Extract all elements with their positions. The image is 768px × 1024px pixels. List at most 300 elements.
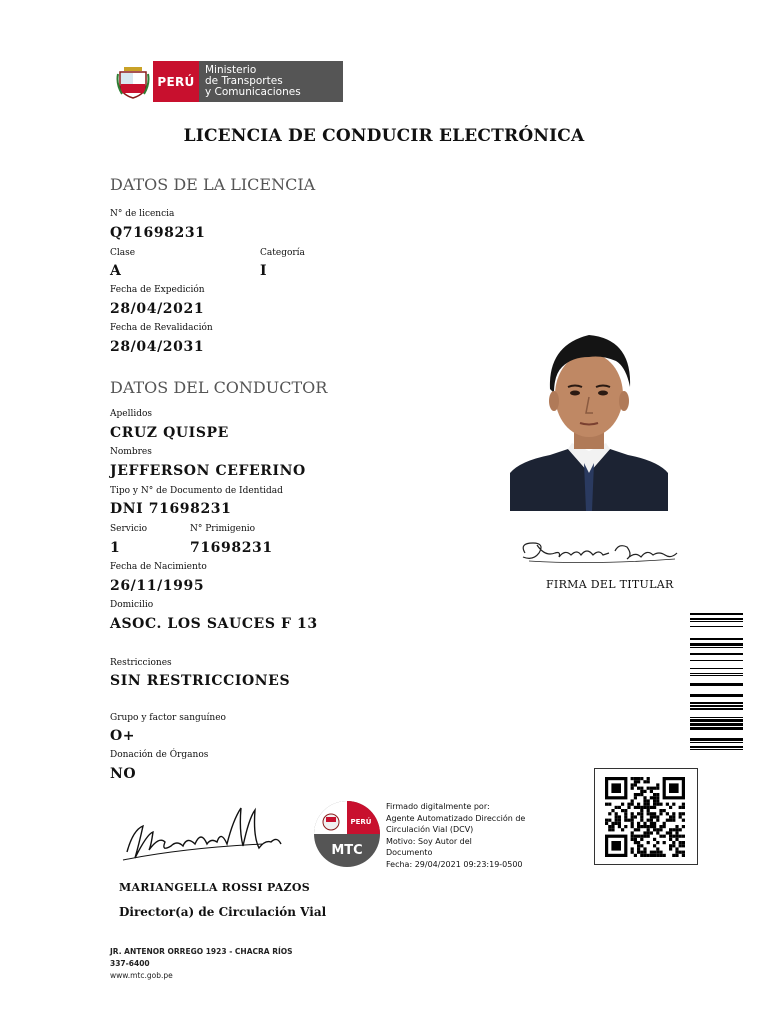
qr-module xyxy=(640,838,643,841)
barcode-bar xyxy=(690,638,743,640)
qr-module xyxy=(640,806,643,809)
barcode-bar xyxy=(690,702,743,704)
qr-module xyxy=(647,841,650,844)
qr-module xyxy=(637,793,640,796)
barcode-bar xyxy=(690,738,743,741)
qr-module xyxy=(631,831,634,834)
category-label: Categoría xyxy=(260,248,305,258)
qr-module xyxy=(643,825,646,828)
qr-module xyxy=(637,806,640,809)
qr-module xyxy=(618,815,621,818)
qr-module xyxy=(650,851,653,854)
qr-finder-pattern xyxy=(669,783,679,793)
qr-module xyxy=(637,828,640,831)
coat-of-arms-icon xyxy=(113,61,153,102)
qr-module xyxy=(659,828,662,831)
qr-module xyxy=(653,838,656,841)
qr-module xyxy=(631,851,634,854)
qr-module xyxy=(643,790,646,793)
ministry-line-1: Ministerio xyxy=(205,64,257,76)
qr-module xyxy=(631,835,634,838)
qr-module xyxy=(647,803,650,806)
qr-module xyxy=(672,815,675,818)
qr-module xyxy=(634,780,637,783)
qr-module xyxy=(624,809,627,812)
issue-date-label: Fecha de Expedición xyxy=(110,285,205,295)
qr-module xyxy=(656,854,659,857)
qr-module xyxy=(634,796,637,799)
qr-module xyxy=(675,838,678,841)
qr-module xyxy=(679,844,682,847)
qr-module xyxy=(647,831,650,834)
peru-badge: PERÚ xyxy=(153,61,199,102)
qr-module xyxy=(663,854,666,857)
qr-module xyxy=(605,822,608,825)
qr-module xyxy=(634,838,637,841)
service-value: 1 xyxy=(110,540,121,556)
qr-module xyxy=(637,780,640,783)
qr-module xyxy=(631,777,634,780)
qr-module xyxy=(621,803,624,806)
qr-module xyxy=(682,806,685,809)
digital-signature-block xyxy=(386,801,546,870)
qr-module xyxy=(656,799,659,802)
qr-module xyxy=(669,838,672,841)
qr-module xyxy=(640,825,643,828)
blood-type-label: Grupo y factor sanguíneo xyxy=(110,713,226,723)
qr-module xyxy=(634,793,637,796)
qr-module xyxy=(656,793,659,796)
ministry-logo xyxy=(113,61,343,102)
qr-module xyxy=(627,803,630,806)
names-label: Nombres xyxy=(110,447,152,457)
ministry-name xyxy=(199,61,343,102)
qr-module xyxy=(650,790,653,793)
qr-module xyxy=(624,812,627,815)
qr-module xyxy=(679,812,682,815)
qr-module xyxy=(679,841,682,844)
qr-module xyxy=(624,825,627,828)
qr-module xyxy=(653,844,656,847)
barcode-bar xyxy=(690,675,743,676)
qr-module xyxy=(659,825,662,828)
director-signature xyxy=(113,800,293,870)
barcode-bar xyxy=(690,660,743,661)
qr-module xyxy=(650,854,653,857)
qr-module xyxy=(643,822,646,825)
qr-module xyxy=(615,815,618,818)
qr-module xyxy=(656,819,659,822)
primigenio-label: N° Primigenio xyxy=(190,524,256,534)
qr-module xyxy=(615,822,618,825)
qr-module xyxy=(640,812,643,815)
qr-module xyxy=(675,854,678,857)
qr-module xyxy=(637,812,640,815)
birth-date-label: Fecha de Nacimiento xyxy=(110,562,207,572)
qr-module xyxy=(627,819,630,822)
footer-address: JR. ANTENOR ORREGO 1923 - CHACRA RÍOS xyxy=(110,947,293,956)
barcode-bar xyxy=(690,742,743,743)
qr-module xyxy=(663,835,666,838)
organ-donation-label: Donación de Órganos xyxy=(110,750,209,760)
qr-module xyxy=(675,831,678,834)
qr-module xyxy=(631,787,634,790)
qr-code xyxy=(594,768,698,865)
class-label: Clase xyxy=(110,248,136,258)
qr-module xyxy=(669,806,672,809)
qr-module xyxy=(647,777,650,780)
digital-signature-line-6: Fecha: 29/04/2021 09:23:19-0500 xyxy=(386,859,523,869)
qr-finder-pattern xyxy=(611,783,621,793)
qr-module xyxy=(672,835,675,838)
qr-module xyxy=(634,806,637,809)
qr-module xyxy=(675,825,678,828)
qr-module xyxy=(656,803,659,806)
mtc-logo xyxy=(313,800,381,868)
qr-module xyxy=(637,803,640,806)
qr-module xyxy=(653,851,656,854)
restrictions: SIN RESTRICCIONES xyxy=(110,673,291,689)
barcode-bar xyxy=(690,746,743,748)
footer-phone: 337-6400 xyxy=(110,959,150,968)
qr-module xyxy=(669,831,672,834)
qr-module xyxy=(618,806,621,809)
qr-module xyxy=(656,815,659,818)
qr-module xyxy=(653,803,656,806)
qr-module xyxy=(653,787,656,790)
qr-module xyxy=(653,812,656,815)
qr-module xyxy=(656,831,659,834)
mtc-logo-text: MTC xyxy=(331,843,363,858)
digital-signature-line-3: Circulación Vial (DCV) xyxy=(386,825,474,834)
qr-module xyxy=(615,819,618,822)
qr-module xyxy=(656,841,659,844)
qr-module xyxy=(618,819,621,822)
qr-module xyxy=(634,777,637,780)
qr-module xyxy=(653,793,656,796)
qr-module xyxy=(653,796,656,799)
qr-module xyxy=(653,854,656,857)
qr-module xyxy=(608,803,611,806)
qr-module xyxy=(682,851,685,854)
qr-module xyxy=(669,828,672,831)
qr-module xyxy=(679,806,682,809)
qr-module xyxy=(631,815,634,818)
footer-contact xyxy=(110,946,293,982)
surnames-label: Apellidos xyxy=(110,409,153,419)
qr-module xyxy=(618,825,621,828)
qr-module xyxy=(615,806,618,809)
qr-module xyxy=(634,783,637,786)
names: JEFFERSON CEFERINO xyxy=(110,463,306,479)
qr-module xyxy=(637,787,640,790)
qr-module xyxy=(647,828,650,831)
qr-module xyxy=(650,815,653,818)
qr-module xyxy=(640,790,643,793)
qr-module xyxy=(637,851,640,854)
qr-module xyxy=(643,854,646,857)
barcode-bar xyxy=(690,705,743,707)
qr-module xyxy=(666,831,669,834)
qr-module xyxy=(659,812,662,815)
qr-module xyxy=(650,831,653,834)
qr-module xyxy=(663,822,666,825)
qr-module xyxy=(675,847,678,850)
barcode-bar xyxy=(690,723,743,726)
qr-module xyxy=(608,828,611,831)
qr-module xyxy=(637,825,640,828)
qr-module xyxy=(618,822,621,825)
qr-module xyxy=(659,854,662,857)
qr-module xyxy=(647,787,650,790)
qr-module xyxy=(682,844,685,847)
qr-module xyxy=(647,780,650,783)
qr-module xyxy=(682,841,685,844)
barcode-bar xyxy=(690,621,743,622)
ministry-line-2: de Transportes xyxy=(205,75,283,87)
qr-module xyxy=(675,851,678,854)
qr-module xyxy=(666,819,669,822)
qr-module xyxy=(643,803,646,806)
qr-module xyxy=(647,819,650,822)
service-label: Servicio xyxy=(110,524,148,534)
qr-module xyxy=(659,851,662,854)
qr-module xyxy=(669,847,672,850)
qr-module xyxy=(653,822,656,825)
qr-module xyxy=(640,854,643,857)
barcode-bar xyxy=(690,643,743,646)
qr-module xyxy=(679,851,682,854)
issue-date: 28/04/2021 xyxy=(110,301,205,317)
qr-module xyxy=(643,796,646,799)
surnames: CRUZ QUISPE xyxy=(110,425,229,441)
qr-module xyxy=(653,825,656,828)
qr-module xyxy=(682,825,685,828)
qr-module xyxy=(672,812,675,815)
qr-module xyxy=(621,809,624,812)
qr-module xyxy=(640,815,643,818)
qr-module xyxy=(643,851,646,854)
qr-module xyxy=(611,828,614,831)
qr-module xyxy=(650,825,653,828)
footer-web[interactable]: www.mtc.gob.pe xyxy=(110,971,173,980)
qr-module xyxy=(647,835,650,838)
qr-module xyxy=(640,819,643,822)
qr-module xyxy=(640,844,643,847)
qr-module xyxy=(643,835,646,838)
organ-donation: NO xyxy=(110,766,137,782)
qr-module xyxy=(647,799,650,802)
director-name: MARIANGELLA ROSSI PAZOS xyxy=(119,881,311,894)
primigenio-value: 71698231 xyxy=(190,540,273,556)
qr-module xyxy=(682,854,685,857)
qr-module xyxy=(647,809,650,812)
barcode-bar xyxy=(690,647,743,648)
qr-module xyxy=(634,854,637,857)
qr-module xyxy=(637,844,640,847)
qr-module xyxy=(669,835,672,838)
qr-module xyxy=(672,828,675,831)
qr-module xyxy=(631,819,634,822)
qr-module xyxy=(659,835,662,838)
qr-module xyxy=(637,777,640,780)
qr-module xyxy=(679,815,682,818)
barcode xyxy=(690,613,743,751)
barcode-bar xyxy=(690,613,743,615)
qr-module xyxy=(634,841,637,844)
qr-module xyxy=(656,783,659,786)
address: ASOC. LOS SAUCES F 13 xyxy=(110,616,318,632)
qr-module xyxy=(682,812,685,815)
qr-module xyxy=(672,819,675,822)
qr-module xyxy=(611,809,614,812)
qr-module xyxy=(663,825,666,828)
qr-module xyxy=(640,793,643,796)
qr-module xyxy=(611,822,614,825)
qr-module xyxy=(634,815,637,818)
qr-module xyxy=(631,803,634,806)
id-document-label: Tipo y N° de Documento de Identidad xyxy=(110,486,283,496)
director-role: Director(a) de Circulación Vial xyxy=(119,905,327,919)
qr-module xyxy=(631,838,634,841)
qr-module xyxy=(631,812,634,815)
qr-module xyxy=(666,803,669,806)
digital-signature-line-1: Firmado digitalmente por: xyxy=(386,802,490,811)
qr-module xyxy=(643,847,646,850)
barcode-bar xyxy=(690,749,743,750)
qr-module xyxy=(659,809,662,812)
barcode-bar xyxy=(690,694,743,697)
barcode-bar xyxy=(690,626,743,627)
qr-module xyxy=(615,812,618,815)
class-value: A xyxy=(110,263,122,279)
qr-module xyxy=(634,835,637,838)
qr-module xyxy=(650,812,653,815)
qr-module xyxy=(637,841,640,844)
barcode-bar xyxy=(690,618,743,620)
qr-module xyxy=(653,806,656,809)
qr-module xyxy=(663,841,666,844)
blood-type: O+ xyxy=(110,728,136,744)
qr-module xyxy=(663,809,666,812)
barcode-bar xyxy=(690,668,743,669)
barcode-bar xyxy=(690,673,743,674)
qr-module xyxy=(611,825,614,828)
digital-signature-line-4: Motivo: Soy Autor del xyxy=(386,836,472,846)
barcode-bar xyxy=(690,683,743,686)
ministry-line-3: y Comunicaciones xyxy=(205,86,301,98)
license-number-label: N° de licencia xyxy=(110,209,175,219)
qr-module xyxy=(650,819,653,822)
mtc-logo-peru-text: PERÚ xyxy=(350,818,372,826)
barcode-bar xyxy=(690,708,743,710)
qr-module xyxy=(608,825,611,828)
holder-signature xyxy=(515,531,685,573)
qr-module xyxy=(631,847,634,850)
qr-module xyxy=(650,787,653,790)
qr-module xyxy=(682,803,685,806)
qr-module xyxy=(640,787,643,790)
license-number: Q71698231 xyxy=(110,225,206,241)
qr-module xyxy=(679,835,682,838)
qr-finder-pattern xyxy=(611,841,621,851)
qr-module xyxy=(631,783,634,786)
qr-module xyxy=(672,803,675,806)
qr-module xyxy=(643,799,646,802)
qr-module xyxy=(659,803,662,806)
qr-module xyxy=(682,835,685,838)
qr-module xyxy=(631,825,634,828)
qr-module xyxy=(608,819,611,822)
qr-module xyxy=(679,828,682,831)
qr-module xyxy=(627,806,630,809)
qr-module xyxy=(650,806,653,809)
qr-module xyxy=(631,822,634,825)
qr-module xyxy=(640,851,643,854)
qr-module xyxy=(669,819,672,822)
birth-date: 26/11/1995 xyxy=(110,578,205,594)
qr-module xyxy=(631,799,634,802)
qr-module xyxy=(624,819,627,822)
qr-module xyxy=(637,822,640,825)
category-value: I xyxy=(260,263,268,279)
holder-signature-label: FIRMA DEL TITULAR xyxy=(546,578,674,591)
qr-module xyxy=(675,828,678,831)
qr-module xyxy=(624,815,627,818)
address-label: Domicilio xyxy=(110,600,154,610)
qr-module xyxy=(669,815,672,818)
qr-module xyxy=(666,812,669,815)
qr-module xyxy=(640,777,643,780)
qr-module xyxy=(643,806,646,809)
revalidation-date: 28/04/2031 xyxy=(110,339,205,355)
barcode-bar xyxy=(690,727,743,730)
qr-module xyxy=(653,815,656,818)
qr-module xyxy=(672,841,675,844)
qr-module xyxy=(656,796,659,799)
qr-module xyxy=(647,806,650,809)
qr-module xyxy=(637,835,640,838)
qr-module xyxy=(653,799,656,802)
qr-module xyxy=(675,835,678,838)
qr-module xyxy=(643,831,646,834)
digital-signature-line-2: Agente Automatizado Dirección de xyxy=(386,813,526,823)
qr-module xyxy=(643,780,646,783)
qr-module xyxy=(656,828,659,831)
holder-photo xyxy=(510,323,668,511)
qr-module xyxy=(647,854,650,857)
qr-module xyxy=(672,844,675,847)
barcode-bar xyxy=(690,719,743,722)
license-section-heading: DATOS DE LA LICENCIA xyxy=(110,175,316,194)
qr-module xyxy=(669,844,672,847)
qr-module xyxy=(640,809,643,812)
qr-module xyxy=(621,828,624,831)
qr-module xyxy=(653,828,656,831)
revalidation-date-label: Fecha de Revalidación xyxy=(110,323,213,333)
qr-module xyxy=(637,847,640,850)
qr-module xyxy=(634,828,637,831)
qr-module xyxy=(647,825,650,828)
qr-module xyxy=(650,796,653,799)
qr-module xyxy=(647,812,650,815)
qr-module xyxy=(682,819,685,822)
qr-module xyxy=(605,819,608,822)
restrictions-label: Restricciones xyxy=(110,658,172,668)
qr-module xyxy=(608,812,611,815)
digital-signature-line-5: Documento xyxy=(386,848,433,857)
qr-module xyxy=(656,847,659,850)
